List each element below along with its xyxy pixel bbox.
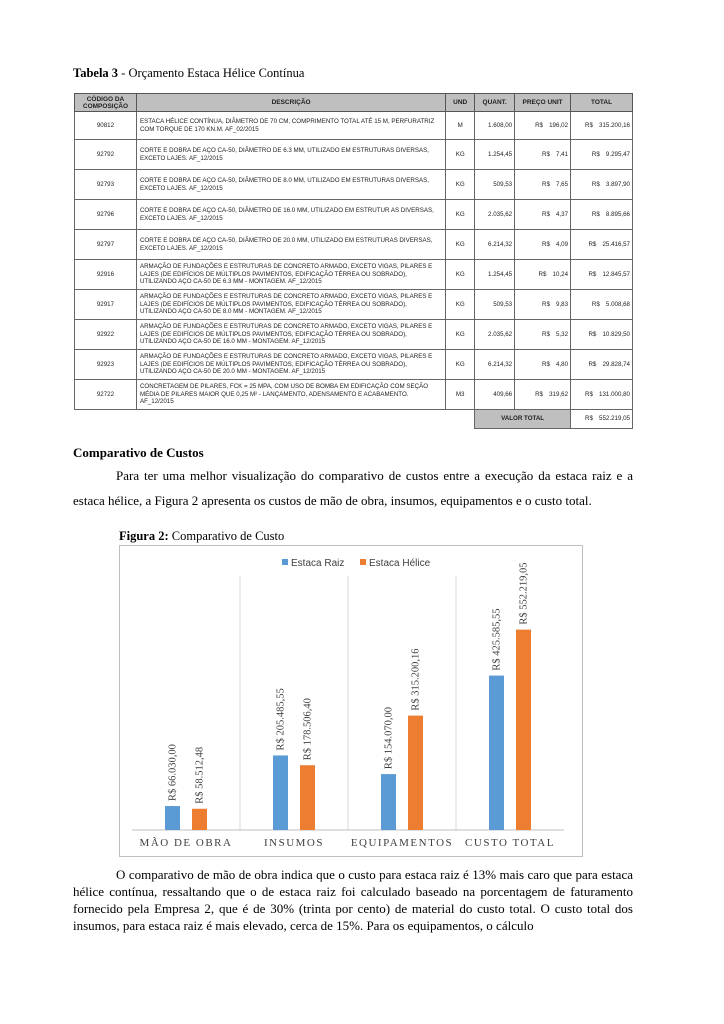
- cell-quantity: 6.214,32: [475, 230, 515, 260]
- cell-unit: KG: [446, 200, 475, 230]
- table-row: [75, 112, 633, 140]
- category-label: INSUMOS: [263, 837, 325, 849]
- cell-unit: KG: [446, 290, 475, 320]
- cell-description: CORTE E DOBRA DE AÇO CA-50, DIÂMETRO DE 8.0 MM, UTILIZADO EM ESTRUTURAS DIVERSAS, EXCETO LAJES. AF_12/2015: [136, 170, 445, 200]
- cell-description: CONCRETAGEM DE PILARES, FCK = 25 MPA, COM USO DE BOMBA EM EDIFICAÇÃO COM SEÇÃO MÉDIA DE PILARES MAIOR QUE 0,25 M² - LANÇAMENTO, ADENSAMENTO E ACABAMENTO. AF_12/2015: [136, 380, 445, 410]
- cell-total-value: 3.897,90: [605, 180, 630, 188]
- cell-code: 92722: [75, 380, 137, 410]
- cell-description: CORTE E DOBRA DE AÇO CA-50, DIÂMETRO DE 16.0 MM, UTILIZADO EM ESTRUTUR AS DIVERSAS, EXCETO LAJES. AF_12/2015: [136, 200, 445, 230]
- total-value: [571, 410, 633, 429]
- cell-total-value: 315.200,16: [599, 121, 630, 129]
- currency-symbol: R$: [535, 390, 544, 398]
- currency-symbol: R$: [541, 180, 550, 188]
- header-unit: UND: [446, 94, 475, 112]
- chart-svg: [120, 546, 584, 858]
- cell-unit-price-value: 9,83: [555, 300, 569, 308]
- currency-symbol: R$: [588, 330, 597, 338]
- legend-swatch: [360, 559, 366, 565]
- cell-code: 92923: [75, 350, 137, 380]
- figure-caption: [119, 529, 284, 544]
- cell-quantity: 1.254,45: [475, 260, 515, 290]
- currency-symbol: R$: [585, 121, 593, 129]
- currency-symbol: R$: [541, 240, 550, 248]
- cell-description: ARMAÇÃO DE FUNDAÇÕES E ESTRUTURAS DE CONCRETO ARMADO, EXCETO VIGAS, PILARES E LAJES (DE EDIFÍCIOS DE MÚLTIPLOS PAVIMENTOS, EDIFICAÇÃO TÉRREA OU SOBRADO), UTILIZANDO AÇO CA-50 DE 20.0 MM - MONTAGEM. AF_12/2015: [136, 350, 445, 380]
- table-row: [75, 350, 633, 380]
- table-row: [75, 170, 633, 200]
- cell-unit-price: [515, 170, 571, 200]
- cell-unit-price: [515, 320, 571, 350]
- data-label: R$ 425.585,55: [491, 608, 503, 671]
- cell-unit-price: [515, 230, 571, 260]
- cell-quantity: 2.035,62: [475, 200, 515, 230]
- cell-unit: KG: [446, 230, 475, 260]
- currency-symbol: R$: [588, 240, 597, 248]
- category-label: CUSTO TOTAL: [465, 837, 555, 849]
- cell-total: [571, 140, 633, 170]
- total-value-value: 552.219,05: [599, 415, 630, 423]
- table-header-row: [75, 94, 633, 112]
- section-heading: Comparativo de Custos: [73, 445, 204, 460]
- currency-symbol: R$: [535, 121, 544, 129]
- cell-total-value: 12.845,57: [602, 270, 630, 278]
- category-label: EQUIPAMENTOS: [350, 837, 454, 849]
- cell-quantity: 6.214,32: [475, 350, 515, 380]
- cell-total-value: 9.295,47: [605, 150, 630, 158]
- cell-unit: M3: [446, 380, 475, 410]
- bar-helice: [516, 630, 531, 830]
- cell-quantity: 409,66: [475, 380, 515, 410]
- cell-unit-price-value: 319,62: [549, 390, 569, 398]
- cell-total: [571, 320, 633, 350]
- cell-unit-price: [515, 350, 571, 380]
- currency-symbol: R$: [588, 270, 597, 278]
- table-caption-label: Tabela 3: [73, 66, 119, 80]
- data-label: R$ 178.506,40: [302, 698, 314, 761]
- cell-total-value: 29.828,74: [602, 360, 630, 368]
- header-unit-price: PREÇO UNIT: [515, 94, 571, 112]
- cell-quantity: 1.608,00: [475, 112, 515, 140]
- cell-quantity: 509,53: [475, 290, 515, 320]
- currency-symbol: R$: [538, 270, 547, 278]
- cell-description: ESTACA HÉLICE CONTÍNUA, DIÂMETRO DE 70 CM, COMPRIMENTO TOTAL ATÉ 15 M, PERFURATRIZ COM TORQUE DE 170 KN.M. AF_02/2015: [136, 112, 445, 140]
- currency-symbol: R$: [585, 415, 593, 423]
- cell-unit-price-value: 10,24: [552, 270, 569, 278]
- currency-symbol: R$: [588, 360, 597, 368]
- cell-unit: KG: [446, 350, 475, 380]
- cell-unit: M: [446, 112, 475, 140]
- cell-description: CORTE E DOBRA DE AÇO CA-50, DIÂMETRO DE 20.0 MM, UTILIZADO EM ESTRUTURAS DIVERSAS, EXCETO LAJES. AF_12/2015: [136, 230, 445, 260]
- table-row: [75, 200, 633, 230]
- cell-unit-price: [515, 380, 571, 410]
- cell-unit-price-value: 4,80: [555, 360, 569, 368]
- cell-unit-price-value: 196,02: [549, 121, 569, 129]
- legend-label: Estaca Raiz: [291, 558, 345, 569]
- figure-caption-label: Figura 2:: [119, 529, 169, 543]
- cell-unit: KG: [446, 320, 475, 350]
- empty-cell: [75, 410, 137, 429]
- currency-symbol: R$: [541, 210, 550, 218]
- cell-total: [571, 170, 633, 200]
- total-label: VALOR TOTAL: [475, 410, 571, 429]
- table-row: [75, 320, 633, 350]
- cell-total-value: 131.000,80: [599, 390, 630, 398]
- cell-unit: KG: [446, 170, 475, 200]
- cell-code: 92792: [75, 140, 137, 170]
- cell-description: ARMAÇÃO DE FUNDAÇÕES E ESTRUTURAS DE CONCRETO ARMADO, EXCETO VIGAS, PILARES E LAJES (DE EDIFÍCIOS DE MÚLTIPLOS PAVIMENTOS, EDIFICAÇÃO TÉRREA OU SOBRADO), UTILIZANDO AÇO CA-50 DE 16.0 MM - MONTAGEM. AF_12/2015: [136, 320, 445, 350]
- cell-total: [571, 230, 633, 260]
- legend-swatch: [282, 559, 288, 565]
- table-row: [75, 140, 633, 170]
- currency-symbol: R$: [541, 150, 550, 158]
- bar-raiz: [489, 676, 504, 830]
- currency-symbol: R$: [541, 330, 550, 338]
- table-body: [75, 112, 633, 429]
- currency-symbol: R$: [591, 180, 600, 188]
- cell-code: 92922: [75, 320, 137, 350]
- cell-unit-price: [515, 290, 571, 320]
- cell-unit: KG: [446, 260, 475, 290]
- data-label: R$ 66.030,00: [167, 744, 179, 802]
- cell-unit-price-value: 7,65: [555, 180, 569, 188]
- paragraph-2: [73, 866, 633, 934]
- data-label: R$ 315.200,16: [410, 648, 422, 711]
- bar-raiz: [273, 755, 288, 830]
- cell-total-value: 8.895,66: [605, 210, 630, 218]
- empty-cell: [446, 410, 475, 429]
- table-row: [75, 290, 633, 320]
- cell-quantity: 509,53: [475, 170, 515, 200]
- table-row: [75, 260, 633, 290]
- cell-description: ARMAÇÃO DE FUNDAÇÕES E ESTRUTURAS DE CONCRETO ARMADO, EXCETO VIGAS, PILARES E LAJES (DE EDIFÍCIOS DE MÚLTIPLOS PAVIMENTOS, EDIFICAÇÃO TÉRREA OU SOBRADO), UTILIZANDO AÇO CA-50 DE 6.3 MM - MONTAGEM. AF_12/2015: [136, 260, 445, 290]
- cell-code: 90812: [75, 112, 137, 140]
- paragraph-1: [73, 463, 633, 513]
- empty-cell: [136, 410, 445, 429]
- cell-quantity: 1.254,45: [475, 140, 515, 170]
- data-label: R$ 154.070,00: [383, 706, 395, 770]
- table-row: [75, 230, 633, 260]
- currency-symbol: R$: [591, 300, 600, 308]
- header-quantity: QUANT.: [475, 94, 515, 112]
- budget-table: [74, 93, 633, 429]
- table-caption-text: - Orçamento Estaca Hélice Contínua: [118, 66, 305, 80]
- legend-label: Estaca Hélice: [369, 558, 431, 569]
- cost-comparison-chart: [119, 545, 583, 857]
- cell-unit-price: [515, 200, 571, 230]
- cell-total: [571, 200, 633, 230]
- cell-total-value: 10.829,50: [602, 330, 630, 338]
- cell-description: ARMAÇÃO DE FUNDAÇÕES E ESTRUTURAS DE CONCRETO ARMADO, EXCETO VIGAS, PILARES E LAJES (DE EDIFÍCIOS DE MÚLTIPLOS PAVIMENTOS, EDIFICAÇÃO TÉRREA OU SOBRADO), UTILIZANDO AÇO CA-50 DE 8.0 MM - MONTAGEM. AF_12/2015: [136, 290, 445, 320]
- cell-total-value: 5.008,68: [605, 300, 630, 308]
- table-row: [75, 380, 633, 410]
- cell-total: [571, 260, 633, 290]
- data-label: R$ 205.485,55: [275, 688, 287, 751]
- cell-code: 92917: [75, 290, 137, 320]
- cell-code: 92797: [75, 230, 137, 260]
- cell-unit-price-value: 4,09: [555, 240, 569, 248]
- cell-description: CORTE E DOBRA DE AÇO CA-50, DIÂMETRO DE 6.3 MM, UTILIZADO EM ESTRUTURAS DIVERSAS, EXCETO LAJES. AF_12/2015: [136, 140, 445, 170]
- currency-symbol: R$: [541, 360, 550, 368]
- category-label: MÃO DE OBRA: [139, 837, 233, 849]
- currency-symbol: R$: [591, 210, 600, 218]
- cell-total: [571, 350, 633, 380]
- table-caption: [73, 66, 304, 81]
- header-total: TOTAL: [571, 94, 633, 112]
- cell-unit-price: [515, 112, 571, 140]
- bar-raiz: [165, 806, 180, 830]
- header-code: CÓDIGO DA COMPOSIÇÃO: [75, 94, 137, 112]
- data-label: R$ 58.512,48: [194, 746, 206, 804]
- bar-helice: [408, 716, 423, 830]
- currency-symbol: R$: [585, 390, 593, 398]
- paragraph-1-text: Para ter uma melhor visualização do comparativo de custos entre a execução da estaca raiz e a estaca hélice, a Figura 2 apresenta os custos de mão de obra, insumos, equipamentos e o custo total.: [73, 468, 633, 508]
- data-label: R$ 552.219,05: [518, 562, 530, 625]
- cell-unit: KG: [446, 140, 475, 170]
- cell-code: 92793: [75, 170, 137, 200]
- bar-helice: [300, 765, 315, 830]
- cell-total: [571, 290, 633, 320]
- cell-unit-price: [515, 140, 571, 170]
- cell-unit-price-value: 5,32: [555, 330, 569, 338]
- bar-raiz: [381, 774, 396, 830]
- cell-unit-price: [515, 260, 571, 290]
- cell-unit-price-value: 4,37: [555, 210, 569, 218]
- table-total-row: [75, 410, 633, 429]
- cell-code: 92796: [75, 200, 137, 230]
- cell-quantity: 2.035,62: [475, 320, 515, 350]
- currency-symbol: R$: [541, 300, 550, 308]
- cell-total-value: 25.416,57: [602, 240, 630, 248]
- figure-caption-text: Comparativo de Custo: [168, 529, 285, 543]
- paragraph-2-text: O comparativo de mão de obra indica que o custo para estaca raiz é 13% mais caro que para estaca hélice contínua, ressaltando que o de estaca raiz foi calculado baseado na porcentagem de faturamento fornecido pela Empresa 2, que é de 30% (trinta por cento) de material do custo total. O custo total dos insumos, para estaca raiz é mais elevado, cerca de 15%. Para os equipamentos, o cálculo: [73, 867, 633, 933]
- header-description: DESCRIÇÃO: [136, 94, 445, 112]
- cell-code: 92916: [75, 260, 137, 290]
- cell-unit-price-value: 7,41: [555, 150, 569, 158]
- currency-symbol: R$: [591, 150, 600, 158]
- cell-total: [571, 380, 633, 410]
- cell-total: [571, 112, 633, 140]
- bar-helice: [192, 809, 207, 830]
